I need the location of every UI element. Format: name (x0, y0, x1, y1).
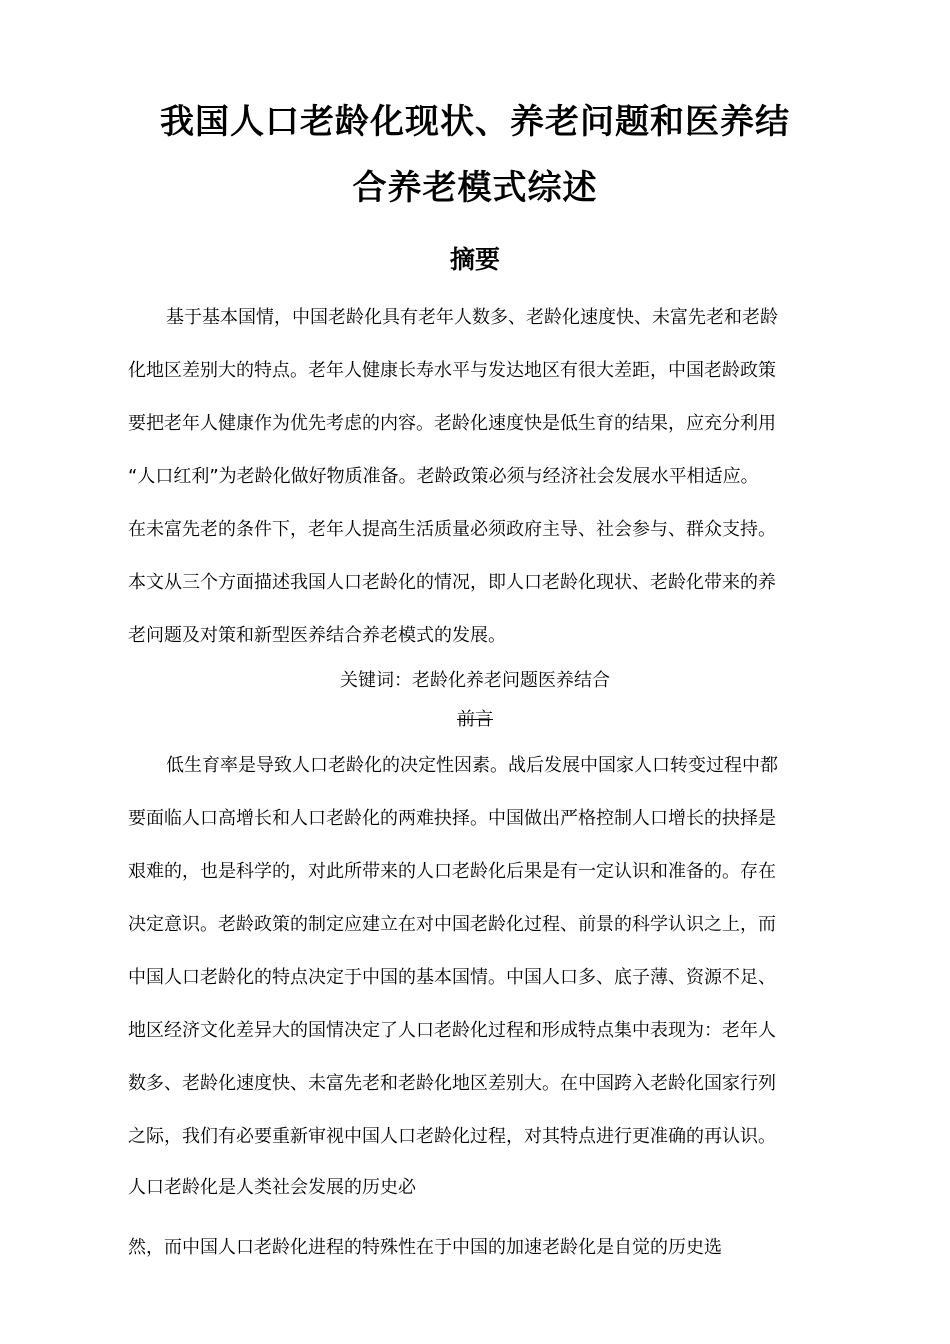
foreword-line: 中国人口老龄化的特点决定于中国的基本国情。中国人口多、底子薄、资源不足、 (128, 967, 776, 988)
keywords-line: 关键词：老龄化养老问题医养结合 (340, 670, 610, 691)
foreword-line: 数多、老龄化速度快、未富先老和老龄化地区差别大。在中国跨入老龄化国家行列 (128, 1073, 776, 1094)
foreword-line: 然，而中国人口老龄化进程的特殊性在于中国的加速老龄化是自觉的历史选 (128, 1237, 722, 1258)
abstract-line: 要把老年人健康作为优先考虑的内容。老龄化速度快是低生育的结果，应充分利用 (128, 413, 776, 434)
foreword-line: 艰难的，也是科学的，对此所带来的人口老龄化后果是有一定认识和准备的。存在 (128, 861, 776, 882)
foreword-line: 之际，我们有必要重新审视中国人口老龄化过程，对其特点进行更准确的再认识。 (128, 1126, 776, 1147)
foreword-line: 低生育率是导致人口老龄化的决定性因素。战后发展中国家人口转变过程中都 (166, 755, 778, 776)
document-title-line-2: 合养老模式综述 (352, 168, 598, 208)
foreword-line: 地区经济文化差异大的国情决定了人口老龄化过程和形成特点集中表现为：老年人 (128, 1020, 776, 1041)
foreword-line: 人口老龄化是人类社会发展的历史必 (128, 1177, 416, 1198)
abstract-line: 老问题及对策和新型医养结合养老模式的发展。 (128, 625, 506, 646)
abstract-line: 基于基本国情，中国老龄化具有老年人数多、老龄化速度快、未富先老和老龄 (166, 307, 778, 328)
foreword-line: 要面临人口高增长和人口老龄化的两难抉择。中国做出严格控制人口增长的抉择是 (128, 808, 776, 829)
abstract-line: 本文从三个方面描述我国人口老龄化的情况，即人口老龄化现状、老龄化带来的养 (128, 572, 776, 593)
document-title-line-1: 我国人口老龄化现状、养老问题和医养结 (160, 102, 790, 142)
abstract-line: 化地区差别大的特点。老年人健康长寿水平与发达地区有很大差距，中国老龄政策 (128, 360, 776, 381)
abstract-line: 在未富先老的条件下，老年人提高生活质量必须政府主导、社会参与、群众支持。 (128, 519, 776, 540)
abstract-line: “人口红利”为老龄化做好物质准备。老龄政策必须与经济社会发展水平相适应。 (128, 466, 759, 487)
foreword-heading: 前言 (457, 709, 493, 730)
foreword-line: 决定意识。老龄政策的制定应建立在对中国老龄化过程、前景的科学认识之上，而 (128, 914, 776, 935)
abstract-heading: 摘要 (449, 245, 500, 274)
